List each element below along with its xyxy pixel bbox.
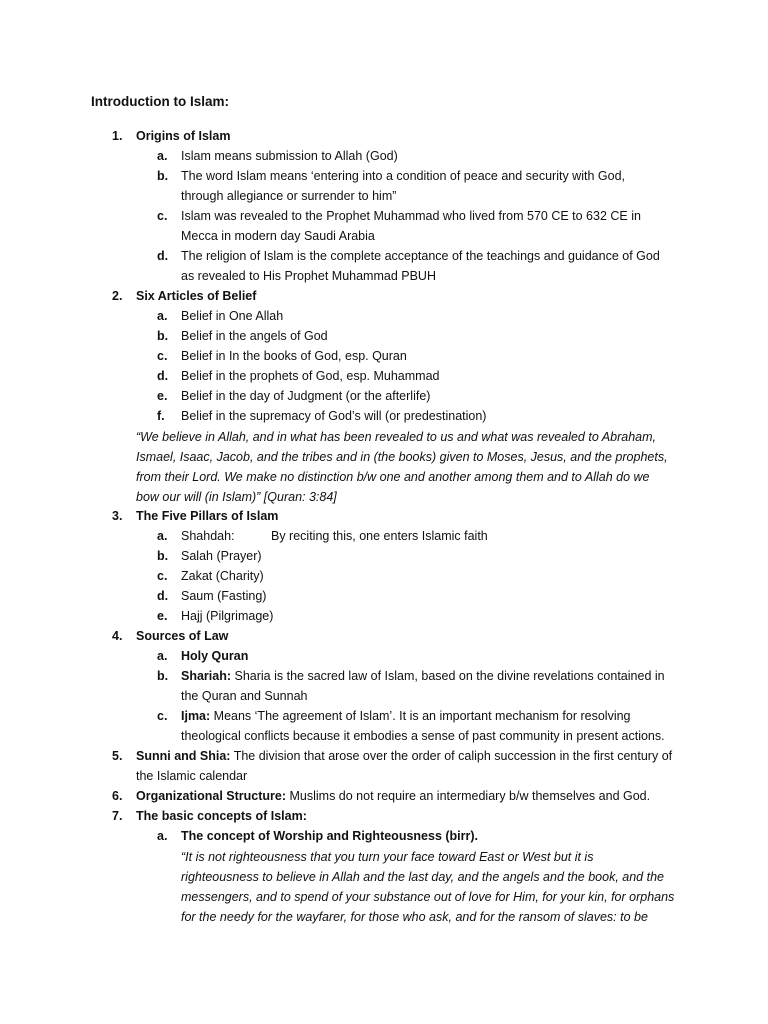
s7-quote-line3: messengers, and to spend of your substance out of love for Him, for your kin, for orphans xyxy=(181,890,675,904)
item-letter: c. xyxy=(157,209,168,223)
item-letter: d. xyxy=(157,589,169,603)
item-letter: d. xyxy=(157,249,169,263)
document-title: Introduction to Islam: xyxy=(91,94,229,109)
s2-item-c: Belief in In the books of God, esp. Quran xyxy=(181,349,407,363)
section-5-number: 5. xyxy=(112,749,123,763)
section-6-text: Muslims do not require an intermediary b/w themselves and God. xyxy=(286,789,651,803)
section-7-number: 7. xyxy=(112,809,123,823)
s4-item-b-line1 xyxy=(181,666,665,686)
s4-item-b-line2: the Quran and Sunnah xyxy=(181,689,308,703)
section-7-heading: The basic concepts of Islam: xyxy=(136,809,307,823)
s2-quote-line2: Ismael, Isaac, Jacob, and the tribes and in (the books) given to Moses, Jesus, and the prophets, xyxy=(136,450,668,464)
section-4-heading: Sources of Law xyxy=(136,629,229,643)
s3-item-b: Salah (Prayer) xyxy=(181,549,262,563)
s3-item-d: Saum (Fasting) xyxy=(181,589,267,603)
s2-item-b: Belief in the angels of God xyxy=(181,329,328,343)
item-letter: a. xyxy=(157,309,168,323)
section-3-heading: The Five Pillars of Islam xyxy=(136,509,279,523)
s2-item-e: Belief in the day of Judgment (or the afterlife) xyxy=(181,389,431,403)
item-letter: a. xyxy=(157,149,168,163)
section-5-label: Sunni and Shia: xyxy=(136,749,231,763)
section-1-number: 1. xyxy=(112,129,123,143)
section-3-number: 3. xyxy=(112,509,123,523)
s2-quote-line4: bow our will (in Islam)” [Quran: 3:84] xyxy=(136,490,337,504)
s1-item-b-line2: through allegiance or surrender to him” xyxy=(181,189,397,203)
s2-quote-line1: “We believe in Allah, and in what has been revealed to us and what was revealed to Abraham, xyxy=(136,430,656,444)
s3-item-c: Zakat (Charity) xyxy=(181,569,264,583)
item-letter: c. xyxy=(157,349,168,363)
item-letter: b. xyxy=(157,329,169,343)
s1-item-c-line1: Islam was revealed to the Prophet Muhammad who lived from 570 CE to 632 CE in xyxy=(181,209,641,223)
s2-item-d: Belief in the prophets of God, esp. Muhammad xyxy=(181,369,440,383)
s1-item-d-line1: The religion of Islam is the complete acceptance of the teachings and guidance of God xyxy=(181,249,660,263)
s1-item-b-line1: The word Islam means ‘entering into a condition of peace and security with God, xyxy=(181,169,625,183)
section-5-line1 xyxy=(136,746,672,766)
section-1-heading: Origins of Islam xyxy=(136,129,231,143)
s2-item-f: Belief in the supremacy of God’s will (or predestination) xyxy=(181,409,487,423)
item-letter: e. xyxy=(157,609,168,623)
section-2-heading: Six Articles of Belief xyxy=(136,289,257,303)
s2-quote-line3: from their Lord. We make no distinction b/w one and another among them and to Allah do we xyxy=(136,470,650,484)
section-4-number: 4. xyxy=(112,629,123,643)
s7-quote-line2: righteousness to believe in Allah and the last day, and the angels and the book, and the xyxy=(181,870,664,884)
item-letter: d. xyxy=(157,369,169,383)
item-letter: a. xyxy=(157,529,168,543)
section-6-line1 xyxy=(136,786,650,806)
s3-item-a-text: By reciting this, one enters Islamic faith xyxy=(271,529,488,543)
s4-item-c-label: Ijma: xyxy=(181,709,211,723)
s7-quote-line1: “It is not righteousness that you turn your face toward East or West but it is xyxy=(181,850,594,864)
s4-item-a: Holy Quran xyxy=(181,649,249,663)
item-letter: a. xyxy=(157,829,168,843)
item-letter: b. xyxy=(157,549,169,563)
s3-item-a-label: Shahdah: xyxy=(181,529,235,543)
s3-item-e: Hajj (Pilgrimage) xyxy=(181,609,274,623)
section-6-label: Organizational Structure: xyxy=(136,789,287,803)
s4-item-c-line1 xyxy=(181,706,631,726)
s1-item-a: Islam means submission to Allah (God) xyxy=(181,149,398,163)
section-5-text: The division that arose over the order of caliph succession in the first century of xyxy=(230,749,673,763)
item-letter: c. xyxy=(157,709,168,723)
item-letter: f. xyxy=(157,409,165,423)
item-letter: a. xyxy=(157,649,168,663)
s4-item-c-line2: theological conflicts because it embodies a sense of past community in present actions. xyxy=(181,729,665,743)
s2-item-a: Belief in One Allah xyxy=(181,309,284,323)
item-letter: b. xyxy=(157,669,169,683)
s1-item-c-line2: Mecca in modern day Saudi Arabia xyxy=(181,229,375,243)
s1-item-d-line2: as revealed to His Prophet Muhammad PBUH xyxy=(181,269,436,283)
section-2-number: 2. xyxy=(112,289,123,303)
s7-quote-line4: for the needy for the wayfarer, for those who ask, and for the ransom of slaves: to be xyxy=(181,910,648,924)
s4-item-c-text: Means ‘The agreement of Islam’. It is an important mechanism for resolving xyxy=(210,709,631,723)
item-letter: b. xyxy=(157,169,169,183)
s4-item-b-text: Sharia is the sacred law of Islam, based on the divine revelations contained in xyxy=(231,669,665,683)
s7-item-a: The concept of Worship and Righteousness (birr). xyxy=(181,829,479,843)
s4-item-b-label: Shariah: xyxy=(181,669,232,683)
item-letter: c. xyxy=(157,569,168,583)
item-letter: e. xyxy=(157,389,168,403)
section-6-number: 6. xyxy=(112,789,123,803)
section-5-line2: the Islamic calendar xyxy=(136,769,248,783)
